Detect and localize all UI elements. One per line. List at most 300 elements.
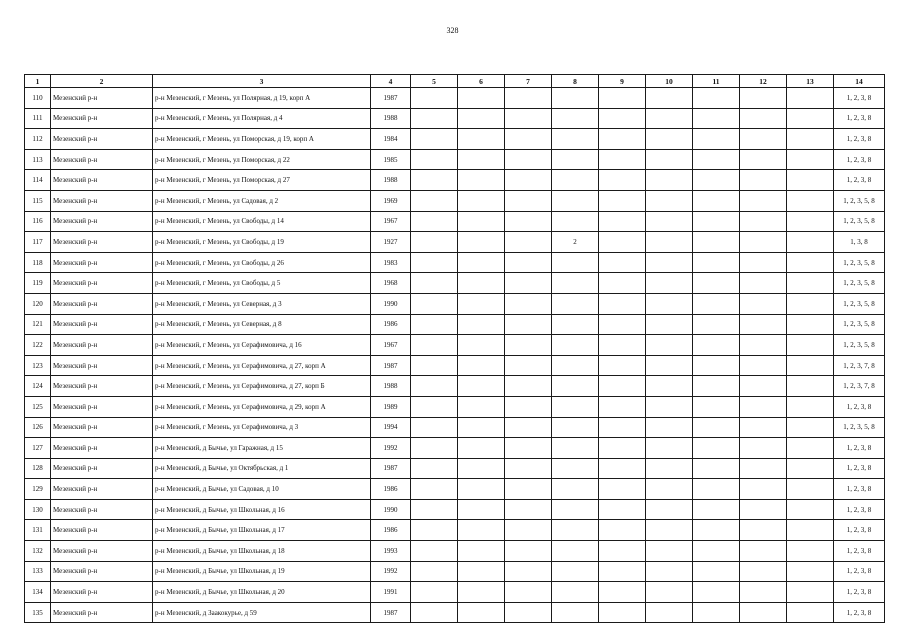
column-9-cell xyxy=(599,561,646,582)
column-13-cell xyxy=(787,541,834,562)
column-13-cell xyxy=(787,129,834,150)
column-14-cell: 1, 2, 3, 8 xyxy=(834,582,885,603)
column-6-cell xyxy=(458,314,505,335)
column-5-cell xyxy=(411,252,458,273)
column-13-cell xyxy=(787,417,834,438)
column-14-cell: 1, 3, 8 xyxy=(834,232,885,253)
column-14-cell: 1, 2, 3, 5, 8 xyxy=(834,417,885,438)
column-13-cell xyxy=(787,376,834,397)
column-12-cell xyxy=(740,170,787,191)
column-12-cell xyxy=(740,396,787,417)
column-14-cell: 1, 2, 3, 8 xyxy=(834,149,885,170)
table-row xyxy=(25,211,885,232)
column-9-cell xyxy=(599,170,646,191)
address-cell: р-н Мезенский, г Мезень, ул Полярная, д 4 xyxy=(153,108,371,129)
column-5-cell xyxy=(411,355,458,376)
column-5-cell xyxy=(411,479,458,500)
column-6-cell xyxy=(458,499,505,520)
column-7-cell xyxy=(505,355,552,376)
column-12-cell xyxy=(740,129,787,150)
column-12-cell xyxy=(740,602,787,623)
district-cell: Мезенский р-н xyxy=(51,438,153,459)
column-7-cell xyxy=(505,582,552,603)
address-cell: р-н Мезенский, д Бычье, ул Октябрьская, д 1 xyxy=(153,458,371,479)
column-9-cell xyxy=(599,129,646,150)
district-cell: Мезенский р-н xyxy=(51,293,153,314)
column-8-cell xyxy=(552,211,599,232)
column-header: 7 xyxy=(505,75,552,88)
district-cell: Мезенский р-н xyxy=(51,211,153,232)
column-8-cell xyxy=(552,396,599,417)
column-12-cell xyxy=(740,252,787,273)
column-8-cell xyxy=(552,108,599,129)
year-cell: 1988 xyxy=(371,376,411,397)
table-row xyxy=(25,396,885,417)
address-cell: р-н Мезенский, г Мезень, ул Полярная, д 19, корп А xyxy=(153,88,371,109)
column-5-cell xyxy=(411,129,458,150)
column-6-cell xyxy=(458,417,505,438)
column-9-cell xyxy=(599,149,646,170)
column-header: 2 xyxy=(51,75,153,88)
row-number: 135 xyxy=(25,602,51,623)
column-11-cell xyxy=(693,335,740,356)
column-6-cell xyxy=(458,479,505,500)
column-14-cell: 1, 2, 3, 7, 8 xyxy=(834,376,885,397)
district-cell: Мезенский р-н xyxy=(51,314,153,335)
column-14-cell: 1, 2, 3, 8 xyxy=(834,479,885,500)
table-row xyxy=(25,541,885,562)
row-number: 129 xyxy=(25,479,51,500)
column-10-cell xyxy=(646,376,693,397)
column-13-cell xyxy=(787,190,834,211)
column-13-cell xyxy=(787,479,834,500)
column-9-cell xyxy=(599,396,646,417)
column-5-cell xyxy=(411,170,458,191)
column-5-cell xyxy=(411,293,458,314)
row-number: 120 xyxy=(25,293,51,314)
table-row xyxy=(25,129,885,150)
table-row xyxy=(25,376,885,397)
column-12-cell xyxy=(740,273,787,294)
column-9-cell xyxy=(599,479,646,500)
column-8-cell xyxy=(552,252,599,273)
column-6-cell xyxy=(458,396,505,417)
year-cell: 1987 xyxy=(371,458,411,479)
district-cell: Мезенский р-н xyxy=(51,602,153,623)
column-header: 13 xyxy=(787,75,834,88)
column-10-cell xyxy=(646,602,693,623)
column-header: 10 xyxy=(646,75,693,88)
year-cell: 1994 xyxy=(371,417,411,438)
column-8-cell xyxy=(552,129,599,150)
column-8-cell xyxy=(552,190,599,211)
column-14-cell: 1, 2, 3, 8 xyxy=(834,458,885,479)
column-6-cell xyxy=(458,520,505,541)
column-13-cell xyxy=(787,149,834,170)
column-header: 11 xyxy=(693,75,740,88)
column-11-cell xyxy=(693,458,740,479)
column-7-cell xyxy=(505,273,552,294)
column-header: 6 xyxy=(458,75,505,88)
column-13-cell xyxy=(787,520,834,541)
column-8-cell xyxy=(552,149,599,170)
table-row xyxy=(25,335,885,356)
column-10-cell xyxy=(646,88,693,109)
column-12-cell xyxy=(740,314,787,335)
column-8-cell xyxy=(552,499,599,520)
column-11-cell xyxy=(693,520,740,541)
column-14-cell: 1, 2, 3, 5, 8 xyxy=(834,273,885,294)
column-11-cell xyxy=(693,190,740,211)
column-5-cell xyxy=(411,499,458,520)
column-12-cell xyxy=(740,108,787,129)
table-row xyxy=(25,293,885,314)
column-11-cell xyxy=(693,88,740,109)
column-9-cell xyxy=(599,232,646,253)
year-cell: 1990 xyxy=(371,499,411,520)
column-12-cell xyxy=(740,88,787,109)
row-number: 127 xyxy=(25,438,51,459)
column-14-cell: 1, 2, 3, 8 xyxy=(834,541,885,562)
column-7-cell xyxy=(505,108,552,129)
column-10-cell xyxy=(646,479,693,500)
table-row xyxy=(25,232,885,253)
column-12-cell xyxy=(740,520,787,541)
column-5-cell xyxy=(411,561,458,582)
year-cell: 1967 xyxy=(371,335,411,356)
column-10-cell xyxy=(646,499,693,520)
column-10-cell xyxy=(646,355,693,376)
column-9-cell xyxy=(599,355,646,376)
column-14-cell: 1, 2, 3, 8 xyxy=(834,561,885,582)
address-cell: р-н Мезенский, д Бычье, ул Школьная, д 19 xyxy=(153,561,371,582)
district-cell: Мезенский р-н xyxy=(51,376,153,397)
row-number: 115 xyxy=(25,190,51,211)
year-cell: 1983 xyxy=(371,252,411,273)
column-12-cell xyxy=(740,335,787,356)
column-9-cell xyxy=(599,520,646,541)
column-5-cell xyxy=(411,232,458,253)
column-10-cell xyxy=(646,293,693,314)
address-cell: р-н Мезенский, г Мезень, ул Серафимовича, д 29, корп А xyxy=(153,396,371,417)
column-6-cell xyxy=(458,232,505,253)
column-13-cell xyxy=(787,232,834,253)
column-10-cell xyxy=(646,582,693,603)
column-14-cell: 1, 2, 3, 8 xyxy=(834,438,885,459)
column-7-cell xyxy=(505,314,552,335)
address-cell: р-н Мезенский, д Бычье, ул Школьная, д 18 xyxy=(153,541,371,562)
column-14-cell: 1, 2, 3, 5, 8 xyxy=(834,190,885,211)
column-9-cell xyxy=(599,376,646,397)
column-8-cell xyxy=(552,479,599,500)
column-11-cell xyxy=(693,211,740,232)
row-number: 126 xyxy=(25,417,51,438)
row-number: 125 xyxy=(25,396,51,417)
column-9-cell xyxy=(599,314,646,335)
year-cell: 1987 xyxy=(371,88,411,109)
column-14-cell: 1, 2, 3, 8 xyxy=(834,170,885,191)
column-8-cell xyxy=(552,438,599,459)
column-12-cell xyxy=(740,355,787,376)
column-5-cell xyxy=(411,335,458,356)
column-6-cell xyxy=(458,355,505,376)
column-5-cell xyxy=(411,314,458,335)
column-5-cell xyxy=(411,520,458,541)
column-9-cell xyxy=(599,417,646,438)
row-number: 116 xyxy=(25,211,51,232)
address-cell: р-н Мезенский, г Мезень, ул Серафимовича, д 27, корп А xyxy=(153,355,371,376)
column-13-cell xyxy=(787,582,834,603)
column-5-cell xyxy=(411,190,458,211)
table-row xyxy=(25,479,885,500)
column-12-cell xyxy=(740,293,787,314)
column-7-cell xyxy=(505,149,552,170)
column-5-cell xyxy=(411,541,458,562)
row-number: 117 xyxy=(25,232,51,253)
column-7-cell xyxy=(505,293,552,314)
address-cell: р-н Мезенский, г Мезень, ул Северная, д 8 xyxy=(153,314,371,335)
column-10-cell xyxy=(646,438,693,459)
column-7-cell xyxy=(505,335,552,356)
column-11-cell xyxy=(693,582,740,603)
table-row xyxy=(25,108,885,129)
column-12-cell xyxy=(740,458,787,479)
column-10-cell xyxy=(646,252,693,273)
column-13-cell xyxy=(787,458,834,479)
table-row xyxy=(25,190,885,211)
column-7-cell xyxy=(505,541,552,562)
column-9-cell xyxy=(599,602,646,623)
column-12-cell xyxy=(740,149,787,170)
column-11-cell xyxy=(693,232,740,253)
column-8-cell xyxy=(552,582,599,603)
column-8-cell xyxy=(552,376,599,397)
row-number: 133 xyxy=(25,561,51,582)
column-13-cell xyxy=(787,170,834,191)
column-9-cell xyxy=(599,335,646,356)
column-9-cell xyxy=(599,273,646,294)
column-13-cell xyxy=(787,314,834,335)
column-5-cell xyxy=(411,582,458,603)
column-11-cell xyxy=(693,252,740,273)
column-7-cell xyxy=(505,458,552,479)
year-cell: 1984 xyxy=(371,129,411,150)
district-cell: Мезенский р-н xyxy=(51,396,153,417)
table-body xyxy=(25,88,885,623)
column-6-cell xyxy=(458,170,505,191)
column-7-cell xyxy=(505,211,552,232)
column-6-cell xyxy=(458,376,505,397)
column-header: 8 xyxy=(552,75,599,88)
district-cell: Мезенский р-н xyxy=(51,458,153,479)
table-row xyxy=(25,499,885,520)
year-cell: 1988 xyxy=(371,108,411,129)
table-row xyxy=(25,520,885,541)
column-14-cell: 1, 2, 3, 8 xyxy=(834,108,885,129)
year-cell: 1992 xyxy=(371,561,411,582)
column-header: 1 xyxy=(25,75,51,88)
column-14-cell: 1, 2, 3, 5, 8 xyxy=(834,314,885,335)
row-number: 130 xyxy=(25,499,51,520)
column-5-cell xyxy=(411,602,458,623)
column-8-cell xyxy=(552,417,599,438)
column-14-cell: 1, 2, 3, 7, 8 xyxy=(834,355,885,376)
column-10-cell xyxy=(646,211,693,232)
year-cell: 1993 xyxy=(371,541,411,562)
column-12-cell xyxy=(740,438,787,459)
column-11-cell xyxy=(693,499,740,520)
district-cell: Мезенский р-н xyxy=(51,170,153,191)
column-11-cell xyxy=(693,541,740,562)
district-cell: Мезенский р-н xyxy=(51,252,153,273)
table-row xyxy=(25,602,885,623)
column-13-cell xyxy=(787,396,834,417)
column-10-cell xyxy=(646,170,693,191)
address-cell: р-н Мезенский, г Мезень, ул Поморская, д 19, корп А xyxy=(153,129,371,150)
column-6-cell xyxy=(458,602,505,623)
row-number: 123 xyxy=(25,355,51,376)
column-14-cell: 1, 2, 3, 8 xyxy=(834,520,885,541)
table-row xyxy=(25,314,885,335)
year-cell: 1990 xyxy=(371,293,411,314)
register-table xyxy=(24,74,885,623)
address-cell: р-н Мезенский, г Мезень, ул Серафимовича, д 27, корп Б xyxy=(153,376,371,397)
column-5-cell xyxy=(411,438,458,459)
column-header: 5 xyxy=(411,75,458,88)
column-12-cell xyxy=(740,541,787,562)
column-5-cell xyxy=(411,88,458,109)
column-11-cell xyxy=(693,314,740,335)
column-header: 14 xyxy=(834,75,885,88)
address-cell: р-н Мезенский, г Мезень, ул Свободы, д 26 xyxy=(153,252,371,273)
district-cell: Мезенский р-н xyxy=(51,561,153,582)
table-row xyxy=(25,355,885,376)
column-7-cell xyxy=(505,232,552,253)
column-12-cell xyxy=(740,561,787,582)
year-cell: 1968 xyxy=(371,273,411,294)
column-6-cell xyxy=(458,108,505,129)
column-9-cell xyxy=(599,582,646,603)
column-14-cell: 1, 2, 3, 8 xyxy=(834,88,885,109)
column-12-cell xyxy=(740,232,787,253)
column-7-cell xyxy=(505,376,552,397)
address-cell: р-н Мезенский, г Мезень, ул Садовая, д 2 xyxy=(153,190,371,211)
column-10-cell xyxy=(646,232,693,253)
column-8-cell xyxy=(552,293,599,314)
column-9-cell xyxy=(599,252,646,273)
district-cell: Мезенский р-н xyxy=(51,335,153,356)
column-13-cell xyxy=(787,335,834,356)
column-11-cell xyxy=(693,396,740,417)
column-13-cell xyxy=(787,211,834,232)
district-cell: Мезенский р-н xyxy=(51,417,153,438)
table-row xyxy=(25,438,885,459)
address-cell: р-н Мезенский, г Мезень, ул Поморская, д 27 xyxy=(153,170,371,191)
column-12-cell xyxy=(740,582,787,603)
address-cell: р-н Мезенский, г Мезень, ул Свободы, д 14 xyxy=(153,211,371,232)
district-cell: Мезенский р-н xyxy=(51,129,153,150)
column-7-cell xyxy=(505,520,552,541)
column-header: 9 xyxy=(599,75,646,88)
column-13-cell xyxy=(787,108,834,129)
column-10-cell xyxy=(646,458,693,479)
row-number: 122 xyxy=(25,335,51,356)
column-11-cell xyxy=(693,355,740,376)
column-5-cell xyxy=(411,211,458,232)
column-10-cell xyxy=(646,190,693,211)
column-13-cell xyxy=(787,293,834,314)
column-10-cell xyxy=(646,417,693,438)
column-14-cell: 1, 2, 3, 5, 8 xyxy=(834,293,885,314)
year-cell: 1985 xyxy=(371,149,411,170)
address-cell: р-н Мезенский, г Мезень, ул Серафимовича, д 16 xyxy=(153,335,371,356)
column-14-cell: 1, 2, 3, 8 xyxy=(834,396,885,417)
column-10-cell xyxy=(646,541,693,562)
table-row xyxy=(25,582,885,603)
district-cell: Мезенский р-н xyxy=(51,232,153,253)
column-9-cell xyxy=(599,499,646,520)
column-13-cell xyxy=(787,355,834,376)
column-10-cell xyxy=(646,520,693,541)
row-number: 110 xyxy=(25,88,51,109)
district-cell: Мезенский р-н xyxy=(51,499,153,520)
row-number: 114 xyxy=(25,170,51,191)
row-number: 124 xyxy=(25,376,51,397)
column-14-cell: 1, 2, 3, 8 xyxy=(834,499,885,520)
column-12-cell xyxy=(740,211,787,232)
column-9-cell xyxy=(599,88,646,109)
column-11-cell xyxy=(693,170,740,191)
column-14-cell: 1, 2, 3, 8 xyxy=(834,602,885,623)
page-number: 328 xyxy=(446,26,459,35)
column-7-cell xyxy=(505,252,552,273)
table-row xyxy=(25,273,885,294)
column-10-cell xyxy=(646,273,693,294)
column-5-cell xyxy=(411,376,458,397)
address-cell: р-н Мезенский, д Заакокурье, д 59 xyxy=(153,602,371,623)
column-14-cell: 1, 2, 3, 8 xyxy=(834,129,885,150)
column-9-cell xyxy=(599,108,646,129)
column-12-cell xyxy=(740,479,787,500)
column-11-cell xyxy=(693,561,740,582)
column-7-cell xyxy=(505,190,552,211)
address-cell: р-н Мезенский, г Мезень, ул Серафимовича, д 3 xyxy=(153,417,371,438)
address-cell: р-н Мезенский, г Мезень, ул Свободы, д 5 xyxy=(153,273,371,294)
column-9-cell xyxy=(599,293,646,314)
district-cell: Мезенский р-н xyxy=(51,479,153,500)
column-9-cell xyxy=(599,211,646,232)
column-10-cell xyxy=(646,108,693,129)
column-5-cell xyxy=(411,417,458,438)
year-cell: 1991 xyxy=(371,582,411,603)
column-10-cell xyxy=(646,129,693,150)
district-cell: Мезенский р-н xyxy=(51,108,153,129)
year-cell: 1927 xyxy=(371,232,411,253)
year-cell: 1992 xyxy=(371,438,411,459)
column-11-cell xyxy=(693,273,740,294)
column-7-cell xyxy=(505,170,552,191)
row-number: 121 xyxy=(25,314,51,335)
column-11-cell xyxy=(693,479,740,500)
table-row xyxy=(25,170,885,191)
column-10-cell xyxy=(646,335,693,356)
column-9-cell xyxy=(599,541,646,562)
year-cell: 1987 xyxy=(371,355,411,376)
row-number: 118 xyxy=(25,252,51,273)
address-cell: р-н Мезенский, г Мезень, ул Северная, д 3 xyxy=(153,293,371,314)
column-10-cell xyxy=(646,561,693,582)
column-12-cell xyxy=(740,417,787,438)
